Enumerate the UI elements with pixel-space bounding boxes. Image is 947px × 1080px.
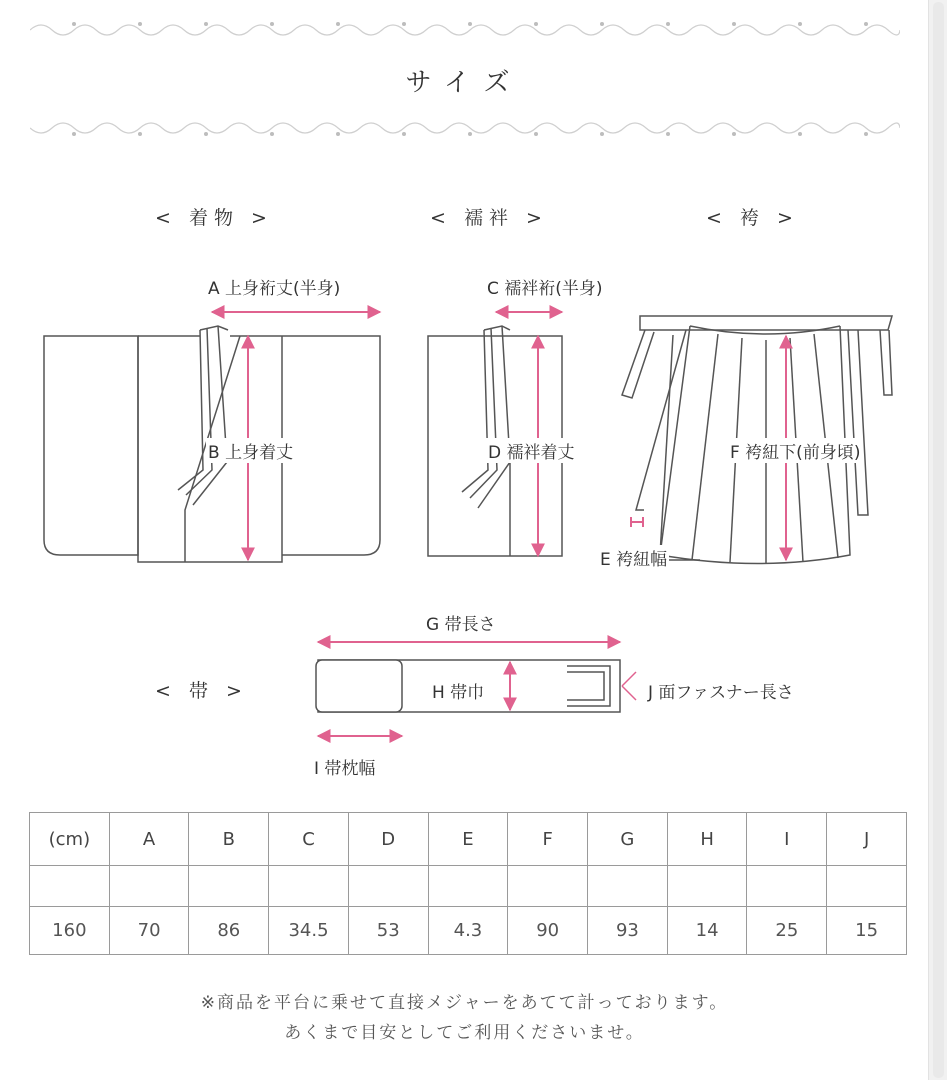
- table-cell: B: [189, 813, 269, 866]
- table-cell: D: [348, 813, 428, 866]
- table-cell: 14: [667, 907, 747, 955]
- table-cell: I: [747, 813, 827, 866]
- table-cell: C: [269, 813, 349, 866]
- label-b: B 上身着丈: [206, 438, 295, 463]
- table-cell: [428, 866, 508, 907]
- section-label-kimono: < 着物 >: [155, 207, 273, 229]
- table-cell: G: [588, 813, 668, 866]
- table-cell: [747, 866, 827, 907]
- table-cell: [827, 866, 907, 907]
- section-label-obi: < 帯 >: [155, 680, 248, 702]
- section-label-juban: < 襦袢 >: [430, 207, 548, 229]
- table-cell: [30, 866, 110, 907]
- table-cell: F: [508, 813, 588, 866]
- table-cell: 93: [588, 907, 668, 955]
- table-cell: 90: [508, 907, 588, 955]
- table-cell: [269, 866, 349, 907]
- note-line-1: ※商品を平台に乗せて直接メジャーをあてて計っております。: [200, 993, 729, 1013]
- table-cell: (cm): [30, 813, 110, 866]
- table-header-row: [30, 813, 907, 866]
- table-cell: 70: [109, 907, 189, 955]
- table-cell: [189, 866, 269, 907]
- scrollbar-thumb[interactable]: [933, 2, 944, 1078]
- label-a: A 上身裄丈(半身): [208, 279, 341, 299]
- label-c: C 襦袢裄(半身): [487, 279, 603, 299]
- table-cell: 34.5: [269, 907, 349, 955]
- table-cell: 53: [348, 907, 428, 955]
- vertical-scrollbar[interactable]: [928, 0, 947, 1080]
- label-g: G 帯長さ: [426, 615, 496, 635]
- label-f: F 袴紐下(前身頃): [728, 438, 862, 463]
- table-cell: [588, 866, 668, 907]
- page-title: サイズ: [405, 68, 524, 98]
- table-cell: H: [667, 813, 747, 866]
- table-cell: [508, 866, 588, 907]
- label-d: D 襦袢着丈: [486, 438, 577, 463]
- table-cell: [109, 866, 189, 907]
- table-cell: E: [428, 813, 508, 866]
- label-i: I 帯枕幅: [314, 759, 376, 779]
- table-cell: 4.3: [428, 907, 508, 955]
- label-h: H 帯巾: [430, 678, 486, 703]
- note-line-2: あくまで目安としてご利用くださいませ。: [284, 1023, 645, 1043]
- label-e: E 袴紐幅: [598, 545, 669, 570]
- section-label-hakama: < 袴 >: [706, 207, 799, 229]
- label-j: J 面ファスナー長さ: [648, 683, 794, 703]
- table-blank-row: [30, 866, 907, 907]
- size-table: [29, 812, 907, 955]
- table-cell: 86: [189, 907, 269, 955]
- table-cell: J: [827, 813, 907, 866]
- table-cell: [667, 866, 747, 907]
- table-cell: 15: [827, 907, 907, 955]
- measurement-arrows: [212, 312, 786, 736]
- table-cell: 25: [747, 907, 827, 955]
- table-cell: [348, 866, 428, 907]
- table-cell: 160: [30, 907, 110, 955]
- table-cell: A: [109, 813, 189, 866]
- table-values-row: [30, 907, 907, 955]
